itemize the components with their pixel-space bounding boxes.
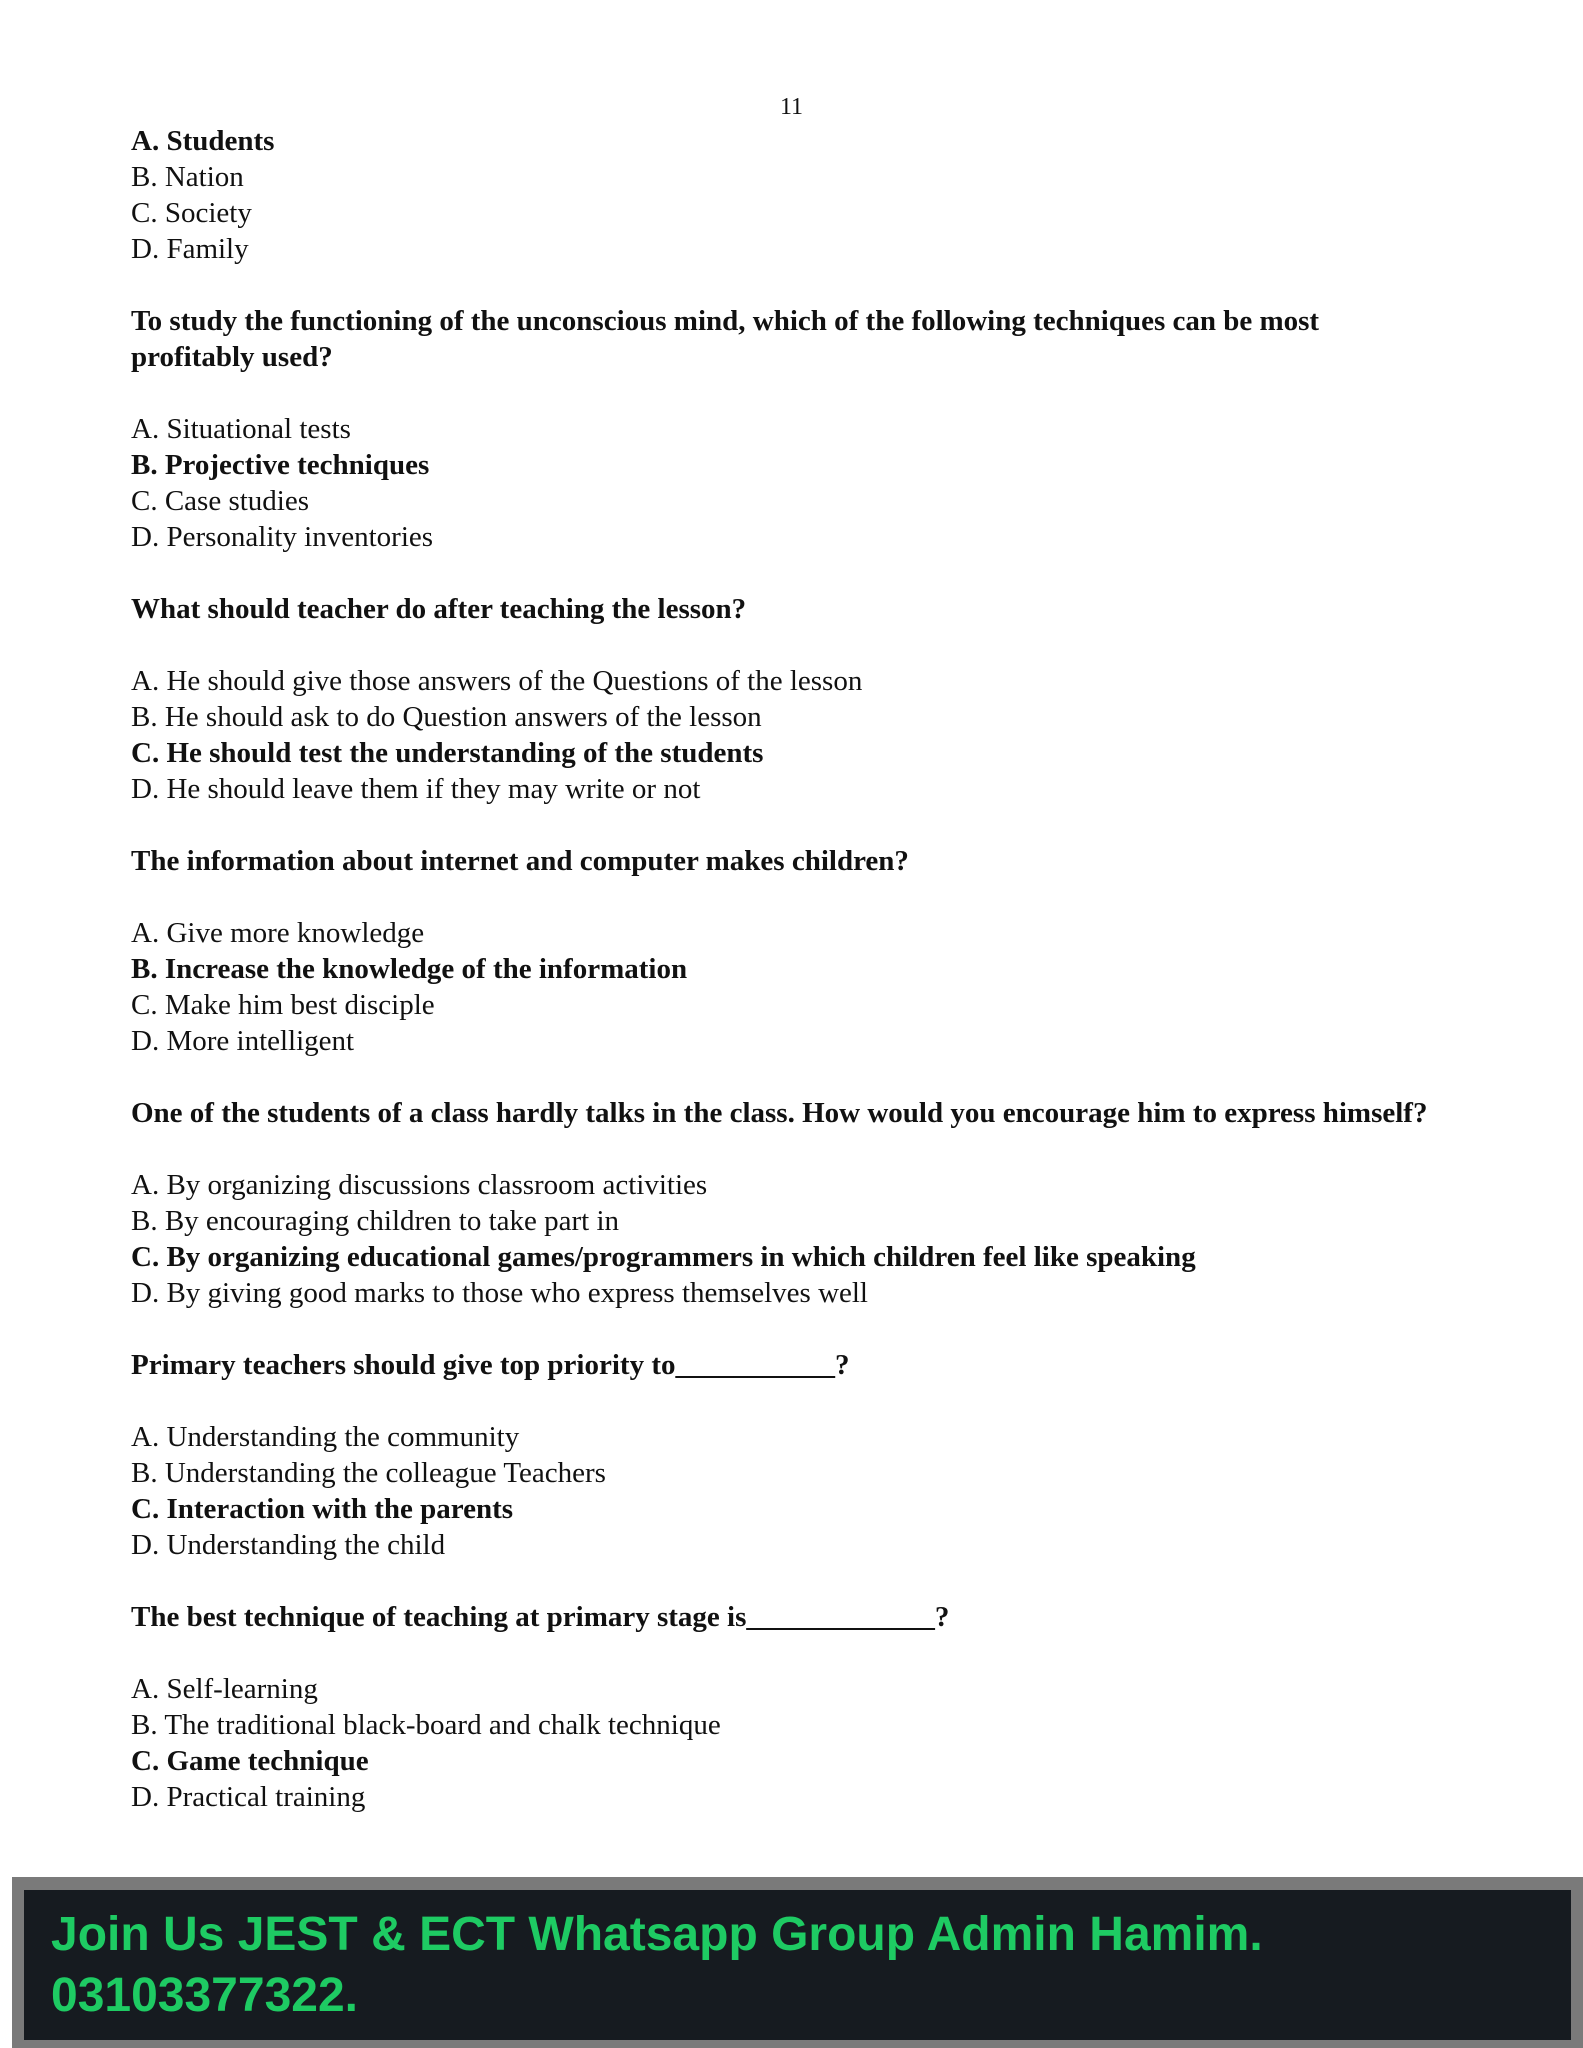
mcq-block (131, 1347, 1431, 1563)
option-c: C. He should test the understanding of the students (131, 737, 764, 769)
option-b: B. Projective techniques (131, 449, 430, 481)
option-b: B. Increase the knowledge of the information (131, 953, 688, 985)
option-b: B. The traditional black-board and chalk technique (131, 1709, 721, 1741)
promo-banner-line-2: 03103377322. (51, 1969, 358, 2022)
mcq-block (131, 1095, 1431, 1311)
option-b: B. Understanding the colleague Teachers (131, 1457, 606, 1489)
mcq-list (131, 123, 1431, 1851)
mcq-block (131, 1599, 1431, 1815)
option-d: D. Understanding the child (131, 1529, 446, 1561)
option-a: A. Understanding the community (131, 1421, 520, 1453)
question-text: The best technique of teaching at primary stage is_____________? (131, 1601, 950, 1633)
option-d: D. Family (131, 233, 249, 265)
option-c: C. Game technique (131, 1745, 369, 1777)
option-c: C. Case studies (131, 485, 310, 517)
option-b: B. Nation (131, 161, 244, 193)
option-c: C. By organizing educational games/programmers in which children feel like speaking (131, 1241, 1196, 1273)
promo-banner-text (51, 1904, 1551, 2026)
question-text: To study the functioning of the unconscious mind, which of the following techniques can be most profitably used? (131, 305, 1320, 373)
mcq-block (131, 591, 1431, 807)
option-a: A. Self-learning (131, 1673, 318, 1705)
option-c: C. Society (131, 197, 252, 229)
option-b: B. By encouraging children to take part in (131, 1205, 620, 1237)
option-a: A. Give more knowledge (131, 917, 425, 949)
option-d: D. By giving good marks to those who express themselves well (131, 1277, 868, 1309)
page-number: 11 (779, 94, 804, 120)
mcq-block (131, 303, 1431, 555)
option-d: D. He should leave them if they may write or not (131, 773, 701, 805)
option-d: D. Personality inventories (131, 521, 434, 553)
option-c: C. Interaction with the parents (131, 1493, 514, 1525)
option-d: D. Practical training (131, 1781, 366, 1813)
option-a: A. Situational tests (131, 413, 351, 445)
option-a: A. Students (131, 125, 275, 157)
option-a: A. He should give those answers of the Questions of the lesson (131, 665, 863, 697)
mcq-block (131, 843, 1431, 1059)
promo-banner (12, 1877, 1583, 2048)
option-a: A. By organizing discussions classroom activities (131, 1169, 708, 1201)
promo-banner-line-1: Join Us JEST & ECT Whatsapp Group Admin Hamim. (51, 1908, 1263, 1961)
option-c: C. Make him best disciple (131, 989, 435, 1021)
question-text: One of the students of a class hardly talks in the class. How would you encourage him to express himself? (131, 1097, 1428, 1129)
question-text: The information about internet and computer makes children? (131, 845, 909, 877)
question-text: Primary teachers should give top priority to___________? (131, 1349, 850, 1381)
option-d: D. More intelligent (131, 1025, 355, 1057)
promo-banner-panel (24, 1890, 1571, 2040)
mcq-block (131, 123, 1431, 267)
question-text: What should teacher do after teaching the lesson? (131, 593, 747, 625)
option-b: B. He should ask to do Question answers of the lesson (131, 701, 762, 733)
